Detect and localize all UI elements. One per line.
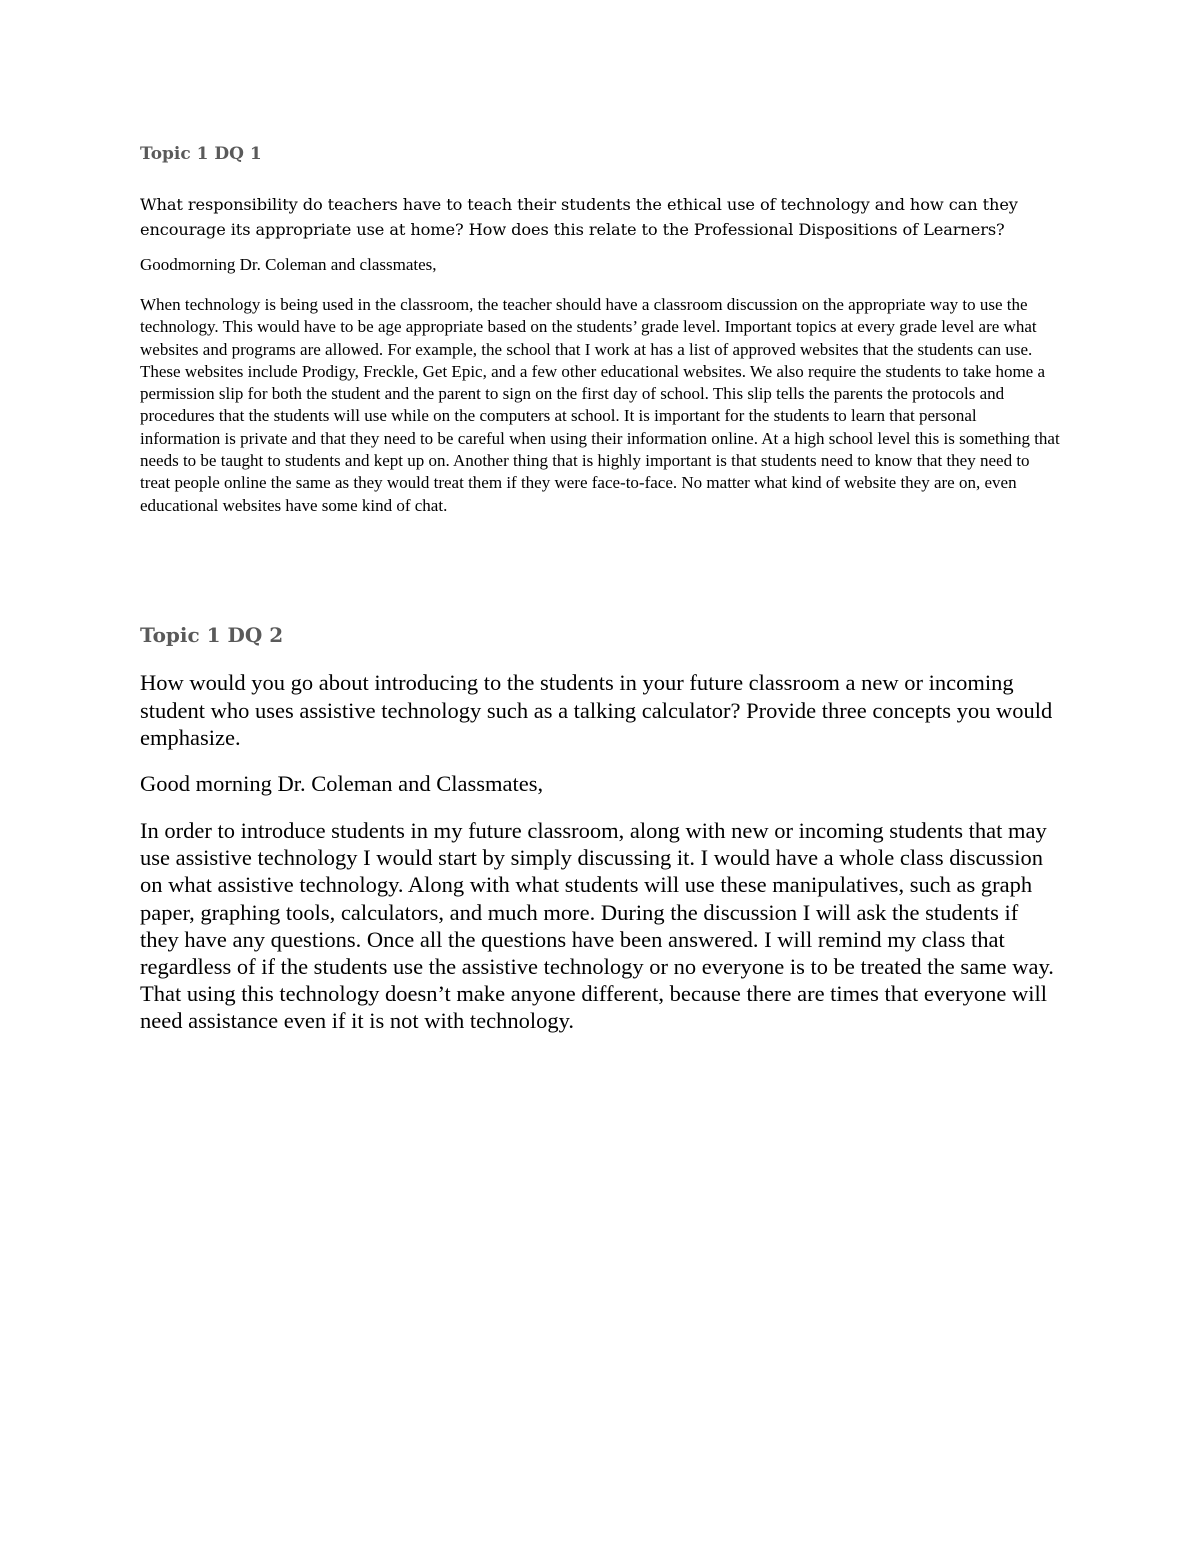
discussion-section-2 xyxy=(140,620,1060,1035)
section-title: Topic 1 DQ 2 xyxy=(140,623,284,647)
section-title: Topic 1 DQ 1 xyxy=(140,144,262,164)
response-body: When technology is being used in the classroom, the teacher should have a classroom discussion on the appropriate way to use the technology. This would have to be age appropriate based on the students’ grade level. Important topics at every grade level are what websites and programs are allowed. For example, the school that I work at has a list of approved websites that the students can use. These websites include Prodigy, Freckle, Get Epic, and a few other educational websites. We also require the students to take home a permission slip for both the student and the parent to sign on the first day of school. This slip tells the parents the protocols and procedures that the students will use while on the computers at school. It is important for the students to learn that personal information is private and that they need to be careful when using their information online. At a high school level this is something that needs to be taught to students and kept up on. Another thing that is highly important is that students need to know that they need to treat people online the same as they would treat them if they were face-to-face. No matter what kind of website they are on, even educational websites have some kind of chat. xyxy=(140,295,1060,515)
discussion-section-1 xyxy=(140,141,1060,517)
response-greeting: Good morning Dr. Coleman and Classmates, xyxy=(140,770,544,796)
response-greeting: Goodmorning Dr. Coleman and classmates, xyxy=(140,255,437,274)
response-body: In order to introduce students in my future classroom, along with new or incoming students that may use assistive technology I would start by simply discussing it. I would have a whole class discussion on what assistive technology. Along with what students will use these manipulatives, such as graph paper, graphing tools, calculators, and much more. During the discussion I will ask the students if they have any questions. Once all the questions have been answered. I will remind my class that regardless of if the students use the assistive technology or no everyone is to be treated the same way. That using this technology doesn’t make anyone different, because there are times that everyone will need assistance even if it is not with technology. xyxy=(140,818,1054,1034)
discussion-question: How would you go about introducing to the students in your future classroom a new or incoming student who uses assistive technology such as a talking calculator? Provide three concepts you would emphasize. xyxy=(140,670,1053,750)
discussion-question: What responsibility do teachers have to teach their students the ethical use of technology and how can they encourage its appropriate use at home? How does this relate to the Professional Dispositions of Learners? xyxy=(140,195,1018,239)
